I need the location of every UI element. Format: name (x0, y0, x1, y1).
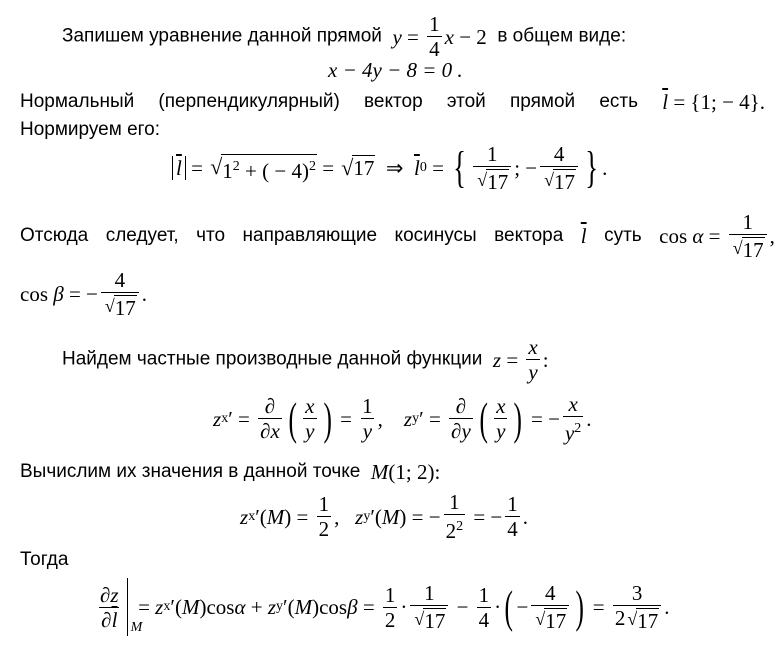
cos-beta-line (20, 268, 147, 320)
word: этой (446, 91, 486, 112)
word: есть (599, 91, 639, 112)
word: вектор (364, 91, 423, 112)
cos-beta-formula: cos β = − 4 √ 17 . (20, 268, 148, 320)
word: косинусы (394, 225, 477, 246)
word: вектора (494, 225, 564, 246)
then-text: Тогда (20, 549, 69, 570)
point-M: M (1; 2): (370, 460, 441, 484)
word: (перпендикулярный) (158, 91, 340, 112)
normalize-line (20, 118, 160, 142)
intro-text-2: в общем виде: (497, 25, 627, 47)
normalize-text: Нормируем его: (20, 119, 161, 140)
direction-cosines-line (20, 210, 775, 262)
then-line (20, 548, 68, 572)
general-equation: x − 4y − 8 = 0 . (328, 58, 463, 82)
cos-alpha-formula: cos α = 1 √ 17 , (659, 210, 775, 262)
evaluate-text: Вычислим их значения в данной точке (20, 461, 361, 483)
word: суть (604, 225, 642, 246)
vector-l: $\overline{l}$ (580, 224, 587, 248)
normal-vector-formula: $\overline{l}$ = {1; − 4}. (662, 90, 765, 114)
partial-derivatives-formula: z x ′ = $\frac{\partial}{\partial x}$ ( $\frac{x}{y}$ ) = $\frac{1}{y}$ , z y ′ = $\frac{\partial}{\partial y}$ ( $\frac{x}{y}$ ) = − $\frac{x}{y^2}$ . (213, 392, 592, 445)
line-equation-intro (62, 12, 626, 61)
function-formula: z = $\frac{x}{y}$ : (492, 335, 549, 384)
word: Отсюда (20, 225, 89, 246)
general-form-equation (328, 58, 463, 82)
intro-text: Запишем уравнение данной прямой (62, 25, 382, 47)
norm-formula: $\overline{l}$ = √ $1^2$ + ( − 4)$^2$ = √ 17 ⇒ $\overline{l}$ 0 = { 1 √ 17 ; − 4 √ 17 } . (172, 142, 607, 194)
line-equation-formula: y = $\frac{1}{4}$ x − 2 (392, 12, 493, 61)
evaluated-derivatives: z x ′( M ) = $\frac{1}{2}$ , z y ′( M ) = − $\frac{1}{2^2}$ = − $\frac{1}{4}$ . (240, 490, 529, 543)
word: прямой (509, 91, 576, 112)
word: следует, (105, 225, 179, 246)
partial-derivatives-intro (62, 335, 549, 384)
word: Нормальный (20, 91, 135, 112)
normal-vector-line (20, 90, 765, 114)
word: направляющие (242, 225, 378, 246)
partial-text: Найдем частные производные данной функции (62, 348, 483, 370)
evaluate-line (20, 460, 440, 484)
directional-derivative-formula: $\frac{\partial z}{\partial\overline{l}}$ M = z x ′( M )cos α + z y ′( M )cos β = $\frac{1}{2}$ · 1 √ 17 − $\frac{1}{4}$ · ( − 4 √ 17 ) = 3 2 √ 17 . (95, 578, 670, 636)
word: что (196, 225, 226, 246)
